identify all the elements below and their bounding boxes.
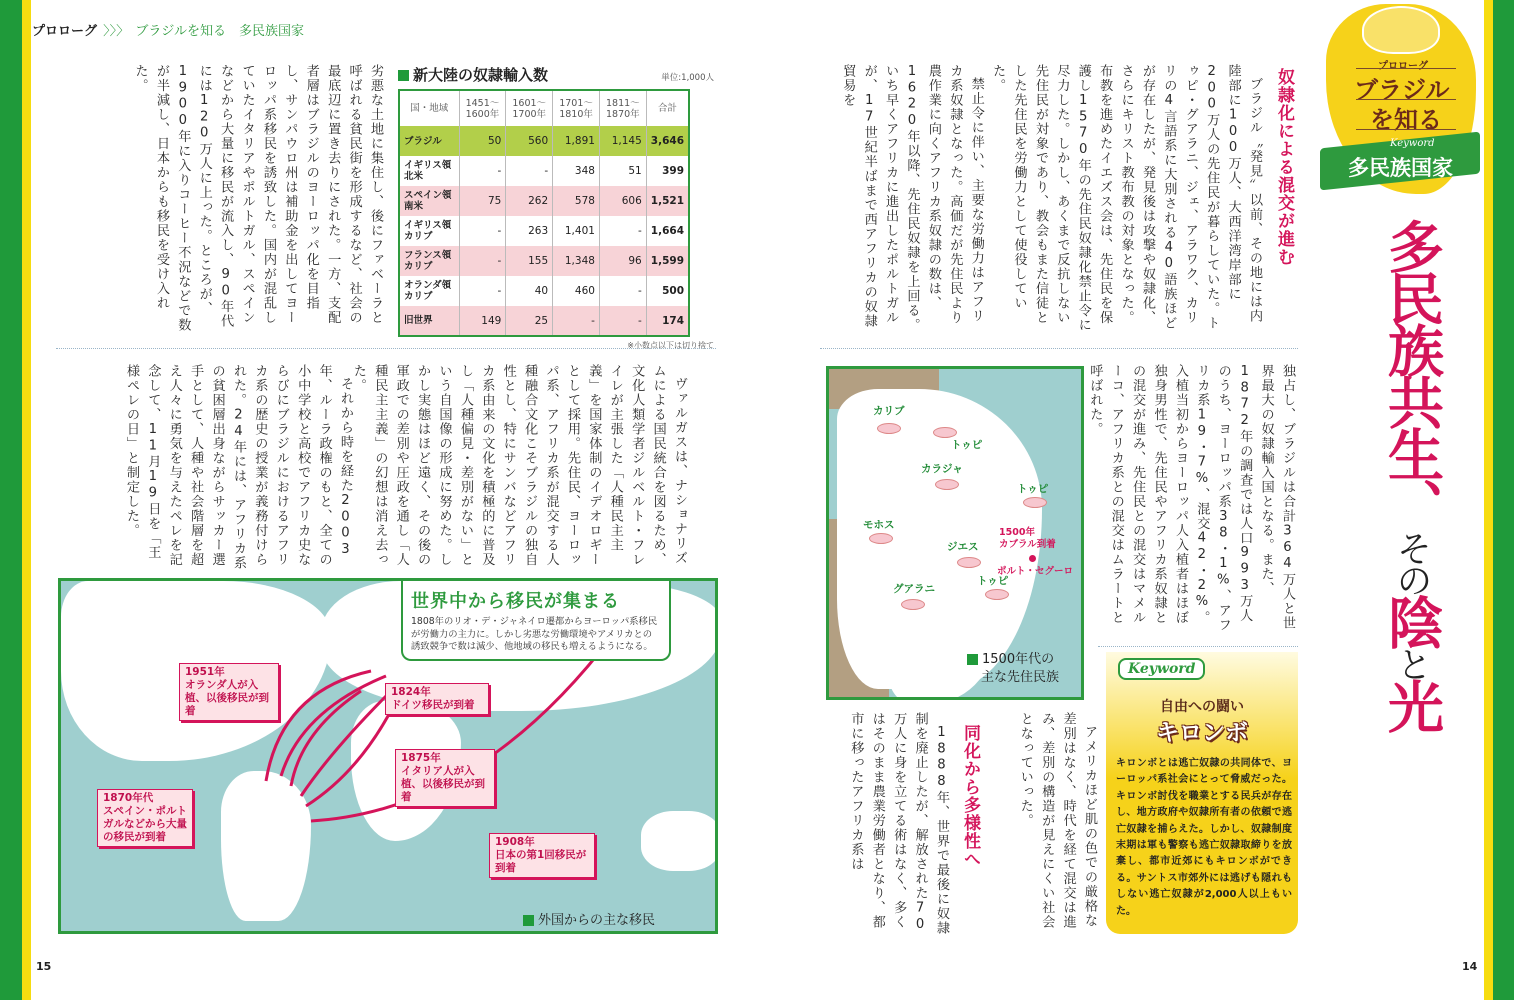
paragraph: それから時を経た2003年、ルーラ政権のもと、全ての小中学校と高校でアフリカ史ならびにブラジルにおけるアフリカ系の歴史の授業が義務付けられた。24年には、アフリカ系の貧困層出身ながらサッカー選手として、人種や社会階層を超え人々に勇気を与えたペレを記念して、11月19日を「王様ペレの日」と制定した。	[123, 364, 353, 571]
map-title-box	[401, 581, 671, 661]
cell: 262	[506, 186, 553, 216]
tribe-label: モホス	[863, 519, 895, 531]
paragraph: アメリカほど肌の色での厳格な差別はなく、時代を経て混交は進み、差別の構造が見えにくい社会となっていった。	[1017, 712, 1097, 930]
callout-1951	[179, 663, 279, 721]
cell-region: イギリス領カリブ	[399, 216, 459, 246]
carnival-mask-icon	[1362, 6, 1440, 54]
tribe-area	[901, 599, 925, 610]
keyword-body: キロンボとは逃亡奴隷の共同体で、ヨーロッパ系社会にとって脅威だった。キロンボ討伐を職業とする民兵が存在し、地方政府や奴隷所有者の依頼で逃亡奴隷を捕らえた。しかし、奴隷制度末期は軍も警察も逃亡奴隷取締りを放棄し、都市近郊にもキロンボができる。サントス市郊外には逃げも隠れもしない逃亡奴隷が2,000人以上もいた。	[1116, 758, 1292, 917]
left-yellow-stripe	[22, 0, 31, 1000]
breadcrumb-arrows: 〉〉〉	[103, 24, 130, 39]
tribe-area	[957, 557, 981, 568]
cell: 149	[459, 306, 506, 336]
cell-total: 1,664	[646, 216, 689, 246]
paragraph: ヴァルガスは、ナショナリズムによる国民統合を図るため、文化人類学者ジルベルト・フレイレが主張した「人種民主主義」を国家体制のイデオロギーとして採用。先住民、ヨーロッパ系、アフリカ系が混交する人種融合文化こそブラジルの独自性とし、特にサンバなどアフリカ系由来の文化を積極的に普及し「人種偏見・差別がない」という自国像の形成に努めた。しかし実態はほど遠く、その後の軍政での差別や圧政を通し「人種民主主義」の幻想は消え去った。	[350, 364, 687, 567]
caption-line2: 主な先住民族	[981, 670, 1060, 685]
landing-note	[999, 527, 1056, 551]
cell: 155	[506, 246, 553, 276]
table-row	[399, 126, 689, 156]
cell: -	[459, 156, 506, 186]
cell-total: 399	[646, 156, 689, 186]
cell: -	[599, 306, 646, 336]
cell-total: 1,599	[646, 246, 689, 276]
table-header-row	[399, 90, 689, 126]
body-text-right-middle	[1087, 364, 1298, 636]
badge-keyword: 多民族国家	[1348, 156, 1453, 180]
main-title-part4: と	[1391, 646, 1432, 678]
cell: 263	[506, 216, 553, 246]
tribe-area	[985, 589, 1009, 600]
divider	[1098, 646, 1298, 647]
body-text-left-middle-2	[56, 364, 356, 574]
tribe-label: トゥピ	[951, 439, 983, 451]
divider	[820, 348, 1298, 349]
cell-region: オランダ領カリブ	[399, 276, 459, 306]
table-row	[399, 186, 689, 216]
cell: -	[599, 216, 646, 246]
page-number-left: 15	[36, 960, 52, 973]
column-header: 合計	[646, 90, 689, 126]
cell: 348	[553, 156, 600, 186]
table-note: ※小数点以下は切り捨て	[627, 341, 714, 350]
callout-year: 1951年	[185, 666, 225, 678]
tribe-area	[1023, 497, 1047, 508]
section-label: プロローグ	[32, 24, 98, 39]
callout-text: オランダ人が入植、以後移民が到着	[185, 679, 269, 717]
tribe-area	[935, 479, 959, 490]
table-title	[398, 64, 548, 85]
cell: 1,401	[553, 216, 600, 246]
section-heading-mixing: 奴隷化による混交が進む	[1274, 68, 1294, 266]
keyword-badge: Keyword	[1118, 658, 1205, 680]
cell: 50	[459, 126, 506, 156]
callout-text: ドイツ移民が到着	[391, 699, 475, 711]
column-header: 国・地域	[399, 90, 459, 126]
tribe-label: ジエス	[947, 541, 979, 553]
tribe-label: トゥピ	[977, 575, 1009, 587]
badge-line1: ブラジル	[1354, 75, 1450, 104]
cell-total: 3,646	[646, 126, 689, 156]
cell-region: フランス領カリブ	[399, 246, 459, 276]
tribe-label: カラジャ	[921, 463, 963, 475]
landing-place: ポルト・セグーロ	[997, 566, 1074, 577]
cell: 51	[599, 156, 646, 186]
body-text-right-top	[820, 64, 1265, 336]
callout-1875	[395, 749, 495, 807]
landing-point-marker	[1029, 555, 1036, 562]
column-header: 1601〜1700年	[506, 90, 553, 126]
cell-region: イギリス領北米	[399, 156, 459, 186]
main-title-part2: その	[1391, 530, 1432, 594]
body-text-left-top	[56, 64, 386, 336]
badge-line2: を知る	[1370, 105, 1442, 134]
badge-keyword-label: Keyword	[1390, 138, 1435, 149]
body-text-left-middle	[350, 364, 690, 574]
column-header: 1811〜1870年	[599, 90, 646, 126]
landing-year: 1500年	[999, 527, 1035, 538]
main-title-part3: 陰	[1379, 594, 1444, 646]
callout-1908	[489, 833, 595, 878]
cell: 25	[506, 306, 553, 336]
cell-region: スペイン領南米	[399, 186, 459, 216]
cell: -	[553, 306, 600, 336]
body-text-right-bottom-1	[1010, 712, 1100, 942]
cell: -	[599, 276, 646, 306]
cell: 1,891	[553, 126, 600, 156]
body-text-right-bottom-2	[822, 712, 952, 942]
cell: 1,145	[599, 126, 646, 156]
cell: 96	[599, 246, 646, 276]
paragraph: 劣悪な土地に集住し、後にファベーラと呼ばれる貧民街を形成するなど、社会の最底辺に置き去りにされた。一方、支配者層はブラジルのヨーロッパ化を目指し、サンパウロ州は補助金を出してヨーロッパ系移民を誘致した。国内が混乱していたイタリアやポルトガル、スペインなどから大量に移民が流入し、90年代には120万人に上った。ところが、1900年に入りコーヒー不況などで数が半減し、日本からも移民を受け入れた。	[132, 64, 383, 333]
cell: -	[506, 156, 553, 186]
table-unit: 単位:1,000人	[661, 73, 714, 83]
table-row	[399, 246, 689, 276]
paragraph: ブラジル〝発見〟以前、その地には内陸部に100万人、大西洋湾岸部に200万人の先住民が暮らしていた。トゥピ・グアラニ、ジェ、アラワク、カリリの4言語系に大別される40語族ほどが存在したが、発見後は攻撃や奴隷化、さらにキリスト教布教の対象となった。布教を進めたイエズス会は、先住民を保護し1570年の先住民奴隷化禁止令に尽力した。しかし、あくまで反抗しない先住民が対象であり、教会もまた信徒とした先住民を労働力として使役していた。	[990, 64, 1262, 333]
cell: 40	[506, 276, 553, 306]
column-header: 1701〜1810年	[553, 90, 600, 126]
legend-square	[523, 915, 534, 926]
tribe-label: トゥピ	[1017, 483, 1049, 495]
slave-import-table-block	[398, 64, 718, 351]
right-green-stripe	[1493, 0, 1514, 1000]
keyword-subtitle: 自由への闘い	[1160, 699, 1244, 715]
callout-text: 日本の第1回移民が到着	[495, 849, 587, 874]
landing-text: カブラル到着	[999, 539, 1056, 550]
tribe-label: カリブ	[873, 405, 905, 417]
badge-rule-1	[1356, 68, 1456, 69]
main-title-part1: 多民族共生、	[1379, 218, 1444, 530]
tribe-label: グアラニ	[893, 583, 935, 595]
caption-text: 外国からの主な移民	[538, 913, 656, 928]
caption-line1: 1500年代の	[982, 652, 1055, 667]
world-migration-map	[58, 578, 718, 934]
map-title: 世界中から移民が集まる	[411, 591, 620, 612]
left-green-stripe	[0, 0, 22, 1000]
section-heading-diversity: 同化から多様性へ	[960, 724, 980, 868]
keyword-title: キロンボ	[1156, 720, 1248, 746]
cell: -	[459, 246, 506, 276]
cell: 460	[553, 276, 600, 306]
brazil-map-caption	[967, 651, 1059, 687]
callout-text: イタリア人が入植、以後移民が到着	[401, 765, 485, 803]
badge-prologue: プロローグ	[1378, 61, 1428, 72]
running-header	[32, 20, 304, 39]
divider	[56, 348, 716, 349]
main-title-part5: 光	[1379, 678, 1444, 730]
callout-year: 1870年代	[103, 792, 154, 804]
callout-text: スペイン・ポルトガルなどから大量の移民が到着	[103, 805, 187, 843]
legend-square	[967, 654, 978, 665]
brazil-indigenous-map	[826, 366, 1084, 700]
legend-square	[398, 70, 409, 81]
tribe-area	[869, 533, 893, 544]
table-row	[399, 276, 689, 306]
column-header: 1451〜1600年	[459, 90, 506, 126]
cell-total: 174	[646, 306, 689, 336]
callout-1870s	[97, 789, 193, 847]
cell: 606	[599, 186, 646, 216]
table-title-text: 新大陸の奴隷輸入数	[413, 66, 549, 84]
cell-total: 1,521	[646, 186, 689, 216]
cell-total: 500	[646, 276, 689, 306]
world-map-caption	[523, 909, 655, 928]
cell: -	[459, 216, 506, 246]
cell: 75	[459, 186, 506, 216]
main-title	[1366, 218, 1446, 758]
badge-rule-3	[1356, 129, 1456, 130]
title-badge	[1318, 0, 1484, 200]
slave-import-table	[398, 89, 690, 337]
table-row	[399, 216, 689, 246]
cell-region: 旧世界	[399, 306, 459, 336]
callout-year: 1875年	[401, 752, 441, 764]
paragraph: 1888年、世界で最後に奴隷制を廃止したが、解放された70万人に身を立てる術はなく、多くはそのまま農業労働者となり、都市に移ったアフリカ系は	[848, 712, 949, 936]
callout-year: 1908年	[495, 836, 535, 848]
cell: 578	[553, 186, 600, 216]
keyword-box	[1106, 652, 1298, 934]
paragraph: 独占し、ブラジルは合計364万人と世界最大の奴隷輸入国となる。また、1872年の調査では人口993万人のうち、ヨーロッパ系38・1%、アフリカ系19・7%、混交42・2%。入植当初からヨーロッパ人入植者はほぼ独身男性で、先住民やアフリカ系奴隷との混交が進み、先住民との混交はマメルーコ、アフリカ系との混交はムラートと呼ばれた。	[1087, 364, 1295, 633]
cell-region: ブラジル	[399, 126, 459, 156]
breadcrumb: ブラジルを知る 多民族国家	[135, 24, 304, 39]
callout-1824	[385, 683, 489, 715]
callout-year: 1824年	[391, 686, 431, 698]
table-row	[399, 306, 689, 336]
cell: -	[459, 276, 506, 306]
tribe-area	[877, 423, 901, 434]
table-row	[399, 156, 689, 186]
cell: 560	[506, 126, 553, 156]
paragraph: 禁止令に伴い、主要な労働力はアフリカ系奴隷となった。高価だが先住民より農作業に向くアフリカ系奴隷の数は、1620年以降、先住民奴隷を上回る。いち早くアフリカに進出したポルトガルが、17世紀半ばまで西アフリカの奴隷貿易を	[840, 64, 984, 333]
right-yellow-stripe	[1484, 0, 1493, 1000]
page-number-right: 14	[1462, 960, 1478, 973]
cell: 1,348	[553, 246, 600, 276]
map-description: 1808年のリオ・デ・ジャネイロ遷都からヨーロッパ系移民が労働力の主力に。しかし劣悪な労働環境やアメリカとの誘致競争で数は減少、他地域の移民も増えるようになる。	[411, 616, 658, 652]
